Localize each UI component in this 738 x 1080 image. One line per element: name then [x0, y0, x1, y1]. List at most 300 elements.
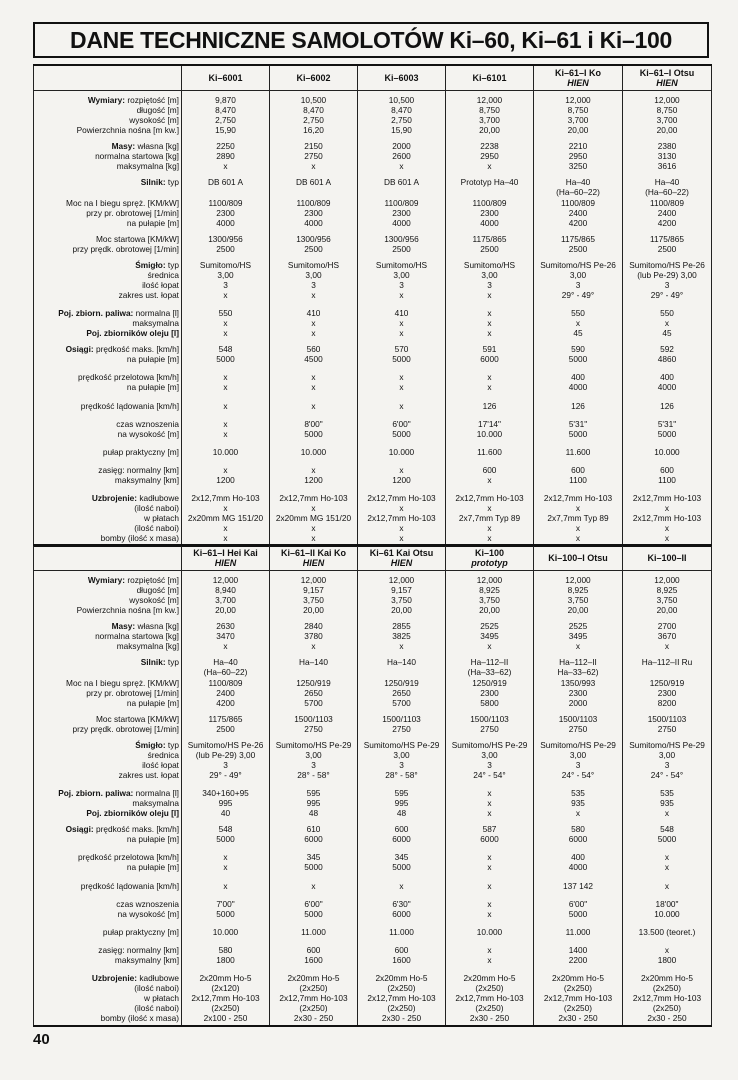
spec-row	[34, 392, 712, 411]
label-lead: Śmigło:	[135, 740, 166, 750]
value-cell	[623, 364, 712, 392]
value-cell	[358, 734, 446, 780]
row-label	[34, 228, 182, 254]
cell-value: 8,925	[567, 585, 589, 595]
cell-value: 1300/956	[296, 234, 331, 244]
label-line	[35, 945, 179, 955]
cell-value: x	[399, 641, 404, 651]
header-row	[34, 65, 712, 91]
label-line	[35, 260, 179, 270]
cell-value: 10.000	[388, 447, 415, 457]
value-cell	[623, 808, 712, 818]
label-line	[35, 401, 179, 411]
label-text: bomby (ilość x masa)	[100, 1013, 179, 1023]
cell-value: 8,750	[567, 105, 589, 115]
label-line	[35, 575, 179, 585]
value-cell	[358, 571, 446, 616]
cell-value: 126	[571, 401, 585, 411]
cell-value: 1500/1103	[470, 714, 509, 724]
label-line	[35, 533, 179, 543]
cell-value: 20,00	[567, 125, 589, 135]
cell-value: 3	[223, 760, 228, 770]
cell-value: 2x20mm Ho-5	[463, 973, 516, 983]
cell-value: 600	[394, 945, 409, 955]
cell-value: 2630	[216, 621, 235, 631]
label-text: długość [m]	[136, 105, 179, 115]
label-text: Moc na I biegu spręż. [KM/kW]	[66, 678, 179, 688]
value-cell	[446, 965, 534, 1023]
cell-value: 20,00	[391, 605, 412, 615]
value-cell	[623, 965, 712, 1023]
label-line	[35, 595, 179, 605]
cell-value: 3,750	[479, 595, 500, 605]
cell-value: 2250	[216, 141, 235, 151]
cell-value: x	[399, 881, 404, 891]
label-lead: Uzbrojenie:	[91, 493, 138, 503]
cell-value: 28° - 58°	[297, 770, 330, 780]
cell-value: 10.000	[654, 447, 680, 457]
label-line	[35, 354, 179, 364]
label-text: rozpiętość [m]	[127, 95, 179, 105]
cell-value: 2x20mm Ho-5	[640, 973, 694, 983]
column-header	[446, 65, 534, 91]
label-text: własna [kg]	[137, 141, 179, 151]
cell-value: 5000	[216, 354, 235, 364]
value-cell	[182, 734, 270, 780]
cell-value: 4000	[480, 218, 499, 228]
cell-value: 1250/919	[296, 678, 331, 688]
cell-value: Sumitomo/HS Pe-26	[187, 740, 264, 750]
cell-value: 3,00	[305, 750, 322, 760]
cell-value: x	[575, 318, 581, 328]
label-line	[35, 429, 179, 439]
cell-value: x	[487, 382, 492, 392]
value-cell	[270, 364, 358, 392]
label-line	[35, 698, 179, 708]
cell-value: 2950	[480, 151, 499, 161]
cell-value: 12,000	[476, 95, 503, 105]
label-text: wysokość [m]	[129, 595, 179, 605]
spec-row	[34, 891, 712, 919]
value-cell	[446, 651, 534, 677]
cell-value: x	[664, 852, 670, 862]
label-text: (ilość naboi)	[134, 1003, 179, 1013]
label-text: na pułapie [m]	[126, 218, 179, 228]
row-label	[34, 300, 182, 328]
label-line	[35, 955, 179, 965]
value-cell	[182, 485, 270, 543]
value-cell	[446, 328, 534, 338]
cell-value: 10.000	[476, 927, 503, 937]
cell-value: 3,750	[656, 595, 678, 605]
cell-value: x	[664, 881, 670, 891]
label-text: zasięg: normalny [km]	[98, 465, 179, 475]
column-header	[623, 545, 712, 571]
cell-value: 2380	[657, 141, 677, 151]
label-line	[35, 270, 179, 280]
cell-value: x	[487, 523, 492, 533]
value-cell	[623, 439, 712, 457]
label-text: w płatach	[143, 513, 179, 523]
value-cell	[182, 844, 270, 872]
cell-value: 3,700	[567, 115, 589, 125]
cell-value: 2x20mm MG 151/20	[275, 513, 352, 523]
cell-value: 3,00	[569, 750, 587, 760]
cell-value: 2x12,7mm Ho-103	[367, 993, 436, 1003]
cell-value: 15,90	[215, 125, 236, 135]
cell-value: 6000	[568, 834, 588, 844]
cell-value: 8,940	[215, 585, 236, 595]
value-cell	[446, 254, 534, 300]
cell-value: Sumitomo/HS Pe-29	[540, 740, 616, 750]
cell-value: 600	[571, 465, 585, 475]
cell-value: 8200	[657, 698, 677, 708]
cell-value: x	[223, 641, 228, 651]
cell-value: x	[487, 945, 492, 955]
spec-row	[34, 965, 712, 1023]
cell-value: 4000	[568, 382, 588, 392]
value-cell	[623, 485, 712, 543]
value-cell	[623, 135, 712, 171]
cell-value: 4200	[657, 218, 677, 228]
value-cell	[270, 677, 358, 708]
column-name: Ki–61–I Ko	[554, 68, 602, 78]
cell-value: x	[223, 465, 228, 475]
cell-value: 1175/865	[472, 234, 507, 244]
cell-value: 45	[573, 328, 583, 338]
column-name: Ki–61 Kai Otsu	[369, 548, 434, 558]
value-cell	[270, 919, 358, 937]
cell-value: x	[223, 290, 228, 300]
cell-value: 548	[660, 824, 674, 834]
row-label	[34, 919, 182, 937]
cell-value: x	[311, 328, 316, 338]
value-cell	[446, 571, 534, 616]
cell-value: x	[223, 372, 228, 382]
label-line	[35, 824, 179, 834]
label-text: na pułapie [m]	[126, 382, 179, 392]
label-text: zasięg: normalny [km]	[98, 945, 179, 955]
cell-value: 29° - 49°	[209, 770, 242, 780]
value-cell	[182, 615, 270, 651]
cell-value	[447, 187, 532, 197]
cell-value: x	[664, 523, 670, 533]
cell-value: x	[575, 808, 581, 818]
header-corner	[34, 545, 182, 571]
label-text: typ	[167, 260, 179, 270]
value-cell	[358, 364, 446, 392]
cell-value: 1600	[392, 955, 411, 965]
cell-value: 995	[394, 798, 409, 808]
cell-value: 600	[306, 945, 321, 955]
value-cell	[446, 392, 534, 411]
value-cell	[270, 338, 358, 364]
cell-value: 2700	[657, 621, 677, 631]
value-cell	[182, 392, 270, 411]
cell-value: 1175/865	[561, 234, 595, 244]
value-cell	[182, 937, 270, 965]
cell-value: x	[399, 503, 404, 513]
spec-row	[34, 734, 712, 780]
cell-value: 1250/919	[472, 678, 507, 688]
cell-value: 12,000	[654, 95, 680, 105]
column-subtitle: HIEN	[302, 558, 325, 568]
cell-value: 48	[396, 808, 407, 818]
column-header	[270, 545, 358, 571]
label-text: prędkość lądowania [km/h]	[80, 881, 179, 891]
cell-value: x	[575, 641, 581, 651]
value-cell	[446, 919, 534, 937]
cell-value: 20,00	[656, 125, 678, 135]
label-line	[35, 993, 179, 1003]
label-line	[35, 198, 179, 208]
column-header	[446, 545, 534, 571]
cell-value: 2000	[568, 698, 588, 708]
cell-value: Sumitomo/HS Pe-29	[629, 740, 705, 750]
cell-value: 2300	[480, 208, 499, 218]
cell-value: 935	[660, 798, 674, 808]
cell-value: 5000	[304, 429, 323, 439]
cell-value: 1800	[216, 955, 235, 965]
cell-value: 1100/809	[472, 198, 507, 208]
cell-value: 3616	[657, 161, 677, 171]
cell-value: 8,470	[391, 105, 412, 115]
cell-value: (lub Pe-29) 3,00	[637, 270, 697, 280]
value-cell	[623, 91, 712, 136]
row-label	[34, 135, 182, 171]
label-text: normalna startowa [kg]	[95, 151, 179, 161]
cell-value: 1100/809	[296, 198, 331, 208]
cell-value: 10.000	[212, 927, 239, 937]
cell-value: 590	[571, 344, 585, 354]
cell-value: 3,00	[393, 270, 410, 280]
cell-value: 2950	[568, 151, 588, 161]
cell-value: 16,20	[303, 125, 324, 135]
cell-value: 2500	[216, 244, 235, 254]
cell-value: x	[399, 401, 404, 411]
cell-value: (Ha–60–22)	[556, 187, 600, 197]
cell-value: 592	[660, 344, 674, 354]
label-text: typ	[167, 177, 179, 187]
label-text: prędkość lądowania [km/h]	[80, 401, 179, 411]
value-cell	[270, 651, 358, 677]
spacer-cell	[34, 1023, 182, 1026]
label-line	[35, 372, 179, 382]
cell-value: 2300	[392, 208, 411, 218]
cell-value: 24° - 54°	[650, 770, 684, 780]
cell-value: 2x12,7mm Ho-103	[632, 513, 702, 523]
cell-value: Sumitomo/HS Pe-26	[629, 260, 705, 270]
cell-value: 2500	[392, 244, 411, 254]
value-cell	[446, 411, 534, 439]
value-cell	[623, 937, 712, 965]
cell-value: x	[223, 533, 228, 543]
cell-value: 2400	[216, 688, 235, 698]
cell-value: 3,00	[393, 750, 410, 760]
value-cell	[358, 808, 446, 818]
value-cell	[270, 571, 358, 616]
cell-value: 4200	[568, 218, 588, 228]
spacer-cell	[358, 1023, 446, 1026]
value-cell	[534, 254, 623, 300]
cell-value: Ha–140	[386, 657, 417, 667]
value-cell	[623, 780, 712, 808]
cell-value: 12,000	[476, 575, 503, 585]
cell-value: 935	[571, 798, 585, 808]
cell-value: 2x20mm MG 151/20	[187, 513, 264, 523]
value-cell	[623, 171, 712, 197]
cell-value: 2x30 - 250	[293, 1013, 334, 1023]
value-cell	[534, 677, 623, 708]
cell-value: x	[664, 318, 670, 328]
cell-value: 2500	[568, 244, 588, 254]
value-cell	[358, 965, 446, 1023]
label-line	[35, 290, 179, 300]
cell-value: 2,750	[303, 115, 324, 125]
cell-value: 29° - 49°	[650, 290, 684, 300]
label-lead: Osiągi:	[65, 344, 94, 354]
spec-row	[34, 708, 712, 734]
cell-value: 8,925	[656, 585, 678, 595]
cell-value: 12,000	[300, 575, 327, 585]
cell-value: DB 601 A	[207, 177, 244, 187]
label-text: kadłubowe	[139, 973, 179, 983]
label-line	[35, 1003, 179, 1013]
value-cell	[623, 818, 712, 844]
cell-value: 1100	[658, 475, 676, 485]
cell-value: Sumitomo/HS Pe-29	[451, 740, 528, 750]
value-cell	[182, 651, 270, 677]
value-cell	[623, 734, 712, 780]
cell-value: x	[311, 372, 316, 382]
row-label	[34, 937, 182, 965]
cell-value: x	[487, 852, 492, 862]
value-cell	[623, 197, 712, 228]
spec-row	[34, 328, 712, 338]
cell-value: 12,000	[654, 575, 680, 585]
cell-value: 3	[399, 280, 404, 290]
cell-value: 4860	[657, 354, 677, 364]
spec-row	[34, 571, 712, 616]
cell-value: 10.000	[300, 447, 327, 457]
cell-value: x	[664, 862, 670, 872]
cell-value: x	[664, 945, 670, 955]
cell-value: x	[487, 318, 492, 328]
cell-value: 400	[571, 852, 585, 862]
cell-value: 3250	[568, 161, 588, 171]
cell-value: 548	[218, 824, 233, 834]
cell-value: 126	[482, 401, 497, 411]
spec-row	[34, 411, 712, 439]
cell-value: 2x12,7mm Ho-103	[367, 493, 436, 503]
row-label	[34, 571, 182, 616]
cell-value: 5800	[480, 698, 499, 708]
cell-value: 48	[308, 808, 319, 818]
cell-value: 1350/993	[560, 678, 596, 688]
cell-value: 2x30 - 250	[647, 1013, 687, 1023]
row-label	[34, 708, 182, 734]
row-label	[34, 818, 182, 844]
cell-value: 2x7,7mm Typ 89	[547, 513, 609, 523]
column-subtitle: prototyp	[471, 558, 508, 568]
value-cell	[270, 135, 358, 171]
label-text: na pułapie [m]	[126, 862, 179, 872]
value-cell	[534, 708, 623, 734]
cell-value: 12,000	[212, 575, 239, 585]
cell-value	[183, 187, 268, 197]
cell-value: (2x250)	[387, 983, 416, 993]
cell-value: 3,00	[569, 270, 587, 280]
spec-row	[34, 651, 712, 677]
label-line	[35, 621, 179, 631]
cell-value: 3470	[216, 631, 235, 641]
cell-value: 595	[394, 788, 409, 798]
cell-value: 12,000	[565, 95, 591, 105]
column-name: Ki–61–I Otsu	[639, 68, 695, 78]
value-cell	[623, 708, 712, 734]
row-label	[34, 171, 182, 197]
cell-value: x	[223, 503, 228, 513]
cell-value: 6000	[392, 834, 411, 844]
column-subtitle: HIEN	[214, 558, 237, 568]
cell-value: x	[311, 465, 316, 475]
cell-value: 1250/919	[649, 678, 685, 688]
spacer-cell	[270, 1023, 358, 1026]
label-line	[35, 465, 179, 475]
cell-value: 2750	[657, 724, 677, 734]
cell-value: 2150	[304, 141, 323, 151]
cell-value: x	[575, 533, 581, 543]
value-cell	[534, 891, 623, 919]
label-text: prędkość maks. [km/h]	[96, 824, 179, 834]
value-cell	[446, 485, 534, 543]
label-text: kadłubowe	[139, 493, 179, 503]
cell-value: x	[487, 328, 492, 338]
value-cell	[358, 615, 446, 651]
value-cell	[358, 197, 446, 228]
spec-row	[34, 808, 712, 818]
value-cell	[358, 780, 446, 808]
row-label	[34, 891, 182, 919]
cell-value: 15,90	[391, 125, 412, 135]
cell-value: 10,500	[388, 95, 415, 105]
cell-value: 18'00"	[655, 899, 679, 909]
cell-value: 5000	[392, 862, 411, 872]
cell-value: x	[487, 881, 492, 891]
cell-value: 3,750	[567, 595, 589, 605]
label-text: Powierzchnia nośna [m kw.]	[76, 605, 179, 615]
cell-value: 9,870	[215, 95, 236, 105]
cell-value: 20,00	[656, 605, 678, 615]
row-label	[34, 965, 182, 1023]
label-text: czas wznoszenia	[116, 899, 179, 909]
cell-value: x	[223, 382, 228, 392]
cell-value: (2x250)	[387, 1003, 416, 1013]
cell-value: 535	[571, 788, 585, 798]
value-cell	[358, 708, 446, 734]
value-cell	[182, 91, 270, 136]
cell-value: 2x30 - 250	[469, 1013, 510, 1023]
column-name: Ki–6003	[384, 73, 419, 83]
label-lead: Śmigło:	[135, 260, 166, 270]
label-line	[35, 724, 179, 734]
value-cell	[270, 844, 358, 872]
label-line	[35, 899, 179, 909]
page-number: 40	[33, 1031, 50, 1048]
value-cell	[623, 457, 712, 485]
label-text: maksymalna [kg]	[116, 641, 179, 651]
cell-value: 12,000	[565, 575, 591, 585]
